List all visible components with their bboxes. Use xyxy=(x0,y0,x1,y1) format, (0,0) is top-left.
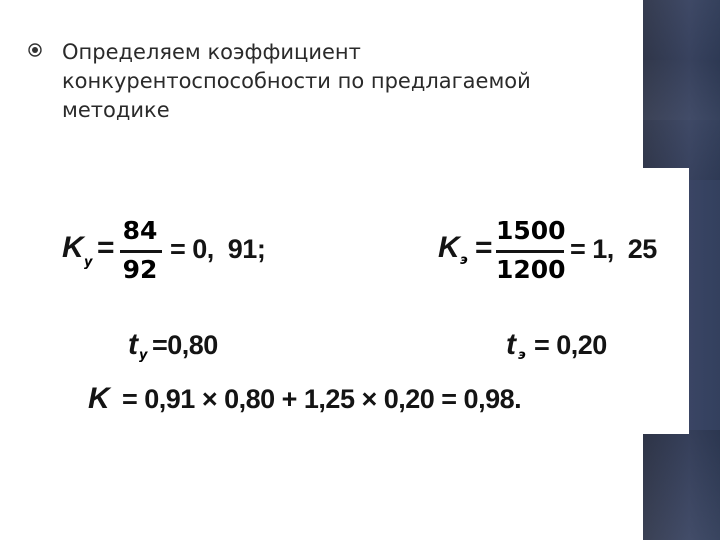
k-subscript: э xyxy=(460,253,468,268)
panel-tile xyxy=(643,0,720,60)
equals-sign: = xyxy=(475,231,493,264)
k-symbol: K xyxy=(88,382,110,415)
k-subscript: у xyxy=(84,255,93,270)
formula-image xyxy=(40,168,689,434)
t-value: =0,80 xyxy=(152,330,218,360)
total-expression: = 0,91 × 0,80 + 1,25 × 0,20 = 0,98. xyxy=(122,384,522,414)
t-subscript: э xyxy=(518,348,526,363)
t-symbol: t xyxy=(506,328,516,361)
t-subscript: у xyxy=(139,348,148,363)
panel-tile xyxy=(643,60,720,120)
t-symbol: t xyxy=(128,328,138,361)
k-symbol: K xyxy=(438,231,460,264)
fraction-numerator: 84 xyxy=(122,216,158,245)
fraction-bar xyxy=(496,250,564,253)
panel-tile xyxy=(643,430,720,540)
formula-result: = 1, 25 xyxy=(570,234,657,264)
bullet-circle-icon xyxy=(28,43,42,57)
equals-sign: = xyxy=(97,231,115,264)
formula-result: = 0, 91; xyxy=(170,234,266,264)
fraction-denominator: 1200 xyxy=(496,255,566,284)
fraction-bar xyxy=(120,250,162,253)
fraction-numerator: 1500 xyxy=(496,216,566,245)
bullet-text: Определяем коэффициент конкурентоспособности по предлагаемой методике xyxy=(62,40,531,122)
k-symbol: K xyxy=(62,231,84,264)
t-value: = 0,20 xyxy=(534,330,607,360)
fraction-denominator: 92 xyxy=(122,255,158,284)
